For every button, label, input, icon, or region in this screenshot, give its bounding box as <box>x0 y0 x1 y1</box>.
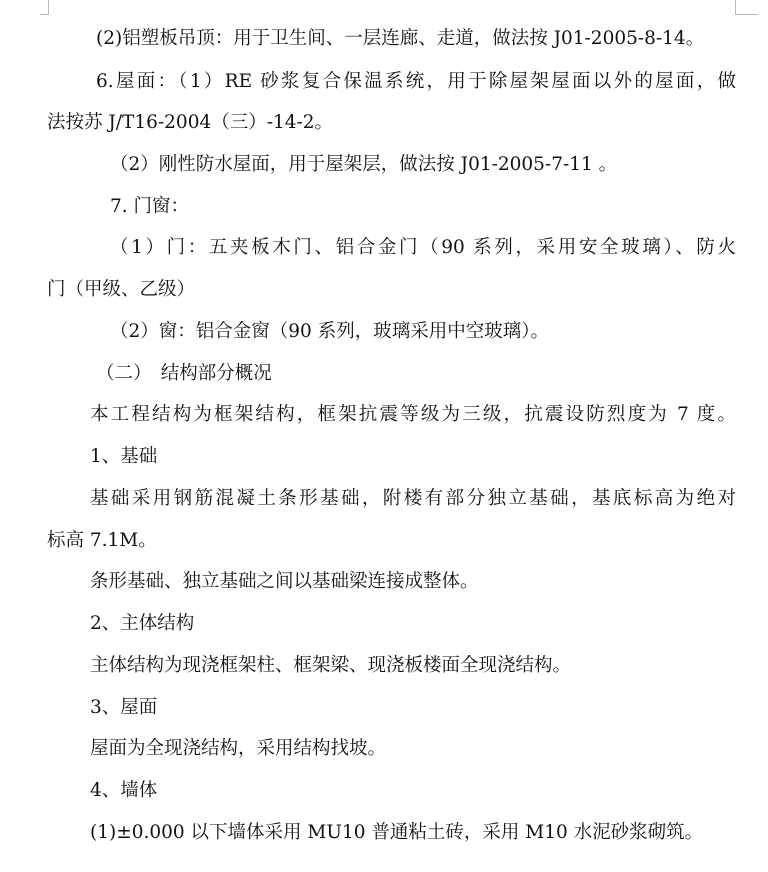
paragraph-line: 标高 7.1M。 <box>47 530 157 551</box>
section-heading: 3、屋面 <box>90 697 158 718</box>
paragraph-line: 门（甲级、乙级） <box>47 279 196 300</box>
page-corner-mark-left <box>40 0 49 15</box>
paragraph-line: 基础采用钢筋混凝土条形基础，附楼有部分独立基础，基底标高为绝对 <box>90 488 736 509</box>
paragraph-line: 条形基础、独立基础之间以基础梁连接成整体。 <box>90 571 479 592</box>
paragraph-line: 主体结构为现浇框架柱、框架梁、现浇板楼面全现浇结构。 <box>90 655 572 676</box>
paragraph-line: （2）刚性防水屋面，用于屋架层，做法按 J01-2005-7-11 。 <box>110 154 618 175</box>
paragraph-line: （1）门：五夹板木门、铝合金门（90 系列，采用安全玻璃）、防火 <box>110 237 736 258</box>
section-heading: 7. 门窗： <box>110 196 190 217</box>
paragraph-line: 6.屋面：（1）RE 砂浆复合保温系统，用于除屋架屋面以外的屋面，做 <box>96 71 736 92</box>
paragraph-line: 法按苏 J/T16-2004（三）-14-2。 <box>47 112 334 133</box>
section-heading: （二） 结构部分概况 <box>96 363 272 384</box>
page-corner-mark-right <box>735 0 758 15</box>
paragraph-line: (2)铝塑板吊顶：用于卫生间、一层连廊、走道，做法按 J01-2005-8-14。 <box>96 28 705 49</box>
paragraph-line: 本工程结构为框架结构，框架抗震等级为三级，抗震设防烈度为 7 度。 <box>90 404 736 425</box>
paragraph-line: （2）窗：铝合金窗（90 系列，玻璃采用中空玻璃）。 <box>110 321 549 342</box>
paragraph-line: 屋面为全现浇结构，采用结构找坡。 <box>90 738 387 759</box>
section-heading: 1、基础 <box>90 446 158 467</box>
paragraph-line: (1)±0.000 以下墙体采用 MU10 普通粘土砖，采用 M10 水泥砂浆砌筑。 <box>90 822 704 843</box>
section-heading: 2、主体结构 <box>90 613 195 634</box>
section-heading: 4、墙体 <box>90 780 158 801</box>
